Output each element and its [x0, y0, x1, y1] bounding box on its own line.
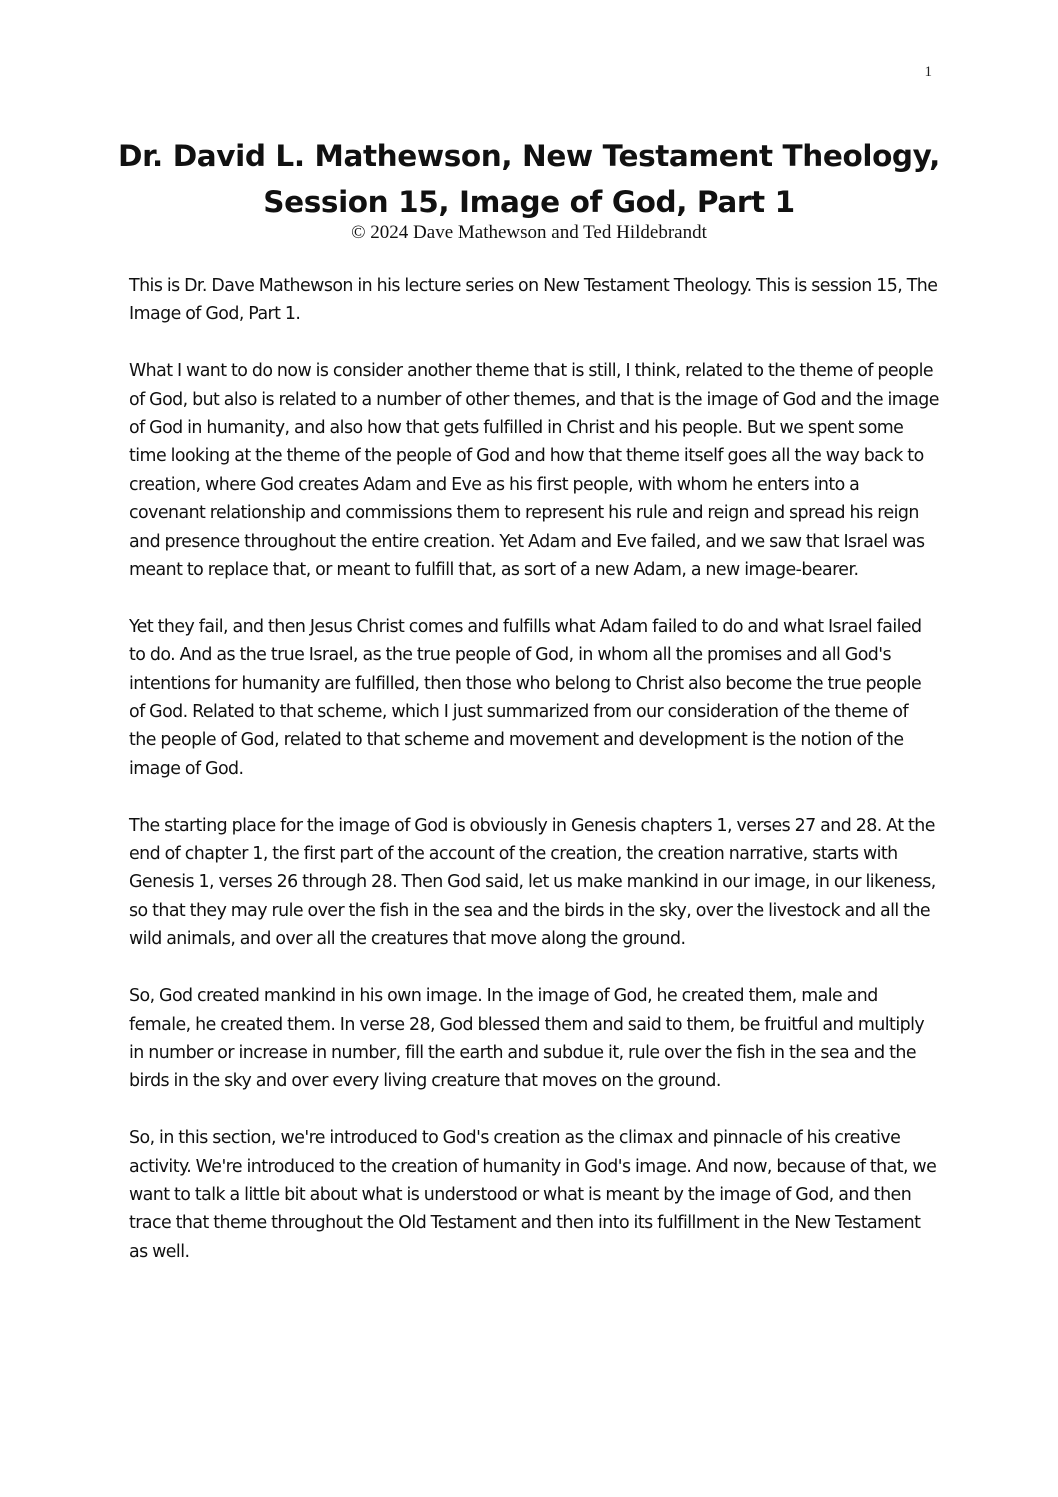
paragraph: This is Dr. Dave Mathewson in his lecture series on New Testament Theology. This is session 15, The Image of God, Part 1.: [129, 276, 938, 325]
paragraph: So, in this section, we're introduced to God's creation as the climax and pinnacle of his creative activity. We're introduced to the creation of humanity in God's image. And now, because of that, we want to talk a little bit about what is understood or what is meant by the image of God, and then trace that theme throughout the Old Testament and then into its fulfillment in the New Testament as well.: [129, 1128, 937, 1262]
paragraph: What I want to do now is consider another theme that is still, I think, related to the theme of people of God, but also is related to a number of other themes, and that is the image of God and the image of God in humanity, and also how that gets fulfilled in Christ and his people. But we spent some time looking at the theme of the people of God and how that theme itself goes all the way back to creation, where God creates Adam and Eve as his first people, with whom he enters into a covenant relationship and commissions them to represent his rule and reign and spread his reign and presence throughout the entire creation. Yet Adam and Eve failed, and we saw that Israel was meant to replace that, or meant to fulfill that, as sort of a new Adam, a new image-bearer.: [129, 361, 939, 581]
title-line-2: Session 15, Image of God, Part 1: [263, 185, 795, 219]
page-number: 1: [924, 64, 932, 80]
title-line-1: Dr. David L. Mathewson, New Testament Theology,: [118, 139, 940, 173]
paragraph: The starting place for the image of God is obviously in Genesis chapters 1, verses 27 and 28. At the end of chapter 1, the first part of the account of the creation, the creation narrative, starts with Genesis 1, verses 26 through 28. Then God said, let us make mankind in our image, in our likeness, so that they may rule over the fish in the sea and the birds in the sky, over the livestock and all the wild animals, and over all the creatures that move along the ground.: [129, 815, 936, 950]
document-title: [100, 133, 958, 225]
copyright-notice: © 2024 Dave Mathewson and Ted Hildebrandt: [351, 222, 707, 243]
paragraph: Yet they fail, and then Jesus Christ comes and fulfills what Adam failed to do and what Israel failed to do. And as the true Israel, as the true people of God, in whom all the promises and all God's intentions for humanity are fulfilled, then those who belong to Christ also become the true people of God. Related to that scheme, which I just summarized from our consideration of the theme of the people of God, related to that scheme and movement and development is the notion of the image of God.: [129, 616, 922, 779]
paragraph: So, God created mankind in his own image. In the image of God, he created them, male and female, he created them. In verse 28, God blessed them and said to them, be fruitful and multiply in number or increase in number, fill the earth and subdue it, rule over the fish in the sea and the birds in the sky and over every living creature that moves on the ground.: [129, 986, 925, 1092]
document-body: [129, 272, 939, 1295]
